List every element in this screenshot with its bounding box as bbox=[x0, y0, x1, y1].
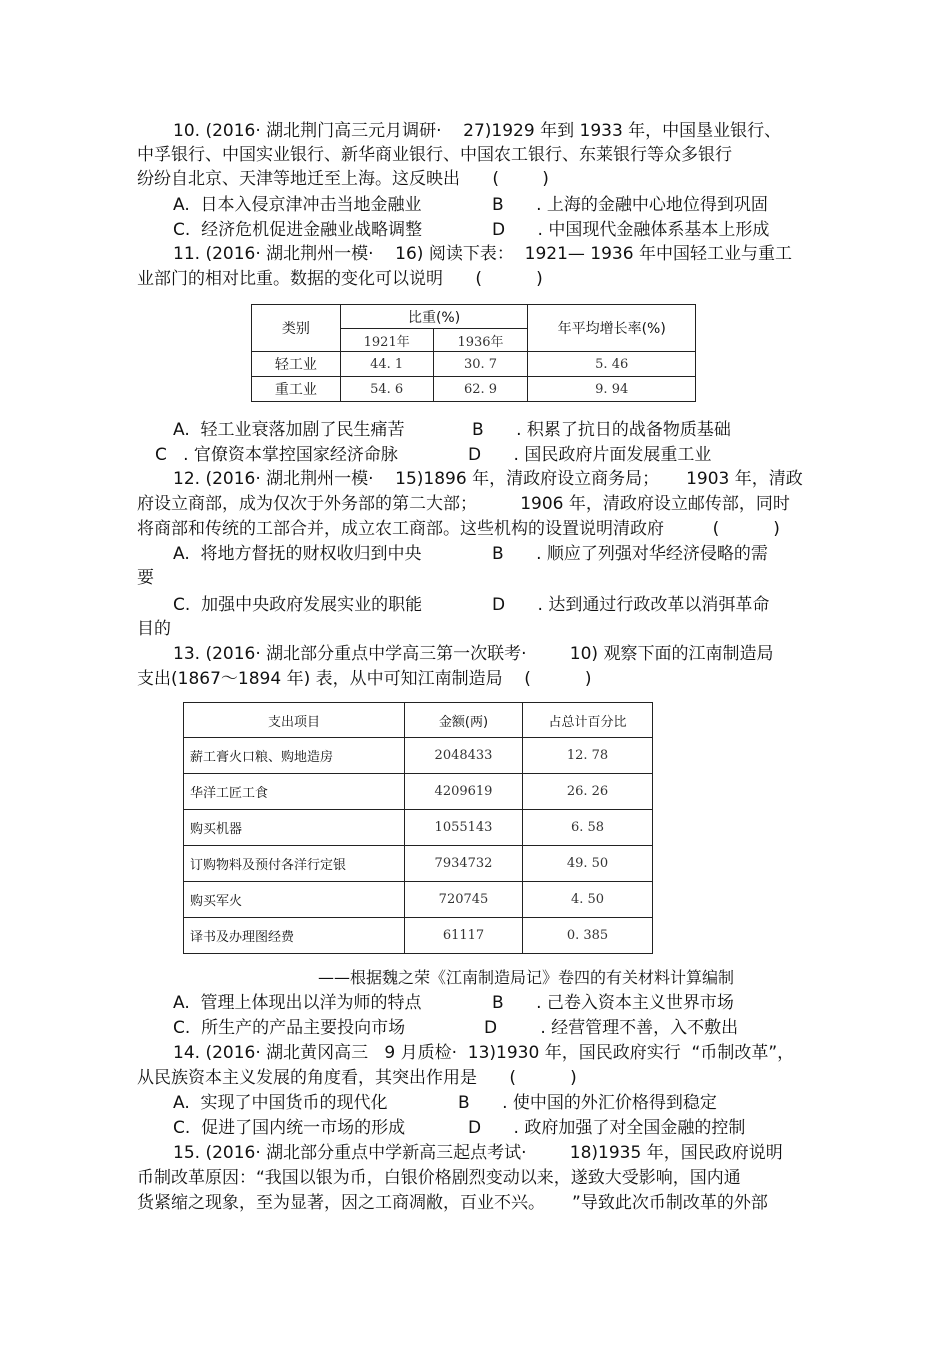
header-year-1921: 1921年 bbox=[340, 329, 433, 352]
table-row bbox=[184, 810, 653, 846]
q11-stem-line2: 业部门的相对比重。数据的变化可以说明 ( ) bbox=[137, 269, 543, 289]
table-row bbox=[252, 352, 696, 377]
q12-option-d-cont: 目的 bbox=[137, 619, 171, 639]
cell-category: 重工业 bbox=[252, 377, 341, 402]
cell-amount: 4209619 bbox=[405, 774, 523, 810]
cell-percentage: 12. 78 bbox=[523, 738, 653, 774]
q12-option-a: A. 将地方督抚的财权收归到中央 bbox=[173, 544, 422, 564]
cell-percentage: 26. 26 bbox=[523, 774, 653, 810]
q12-stem-line2: 府设立商部，成为仅次于外务部的第二大部； 1906 年，清政府设立邮传部，同时 bbox=[137, 494, 790, 514]
q14-option-a: A. 实现了中国货币的现代化 bbox=[173, 1093, 388, 1113]
q11-option-a: A. 轻工业衰落加剧了民生痛苦 bbox=[173, 420, 405, 440]
cell-item: 购买机器 bbox=[184, 810, 405, 846]
cell-item: 华洋工匠工食 bbox=[184, 774, 405, 810]
cell-percentage: 49. 50 bbox=[523, 846, 653, 882]
q12-option-b: B . 顺应了列强对华经济侵略的需 bbox=[492, 544, 768, 564]
q13-stem-line2: 支出(1867～1894 年) 表，从中可知江南制造局 ( ) bbox=[137, 669, 592, 689]
industry-ratio-table bbox=[251, 304, 696, 402]
cell-amount: 720745 bbox=[405, 882, 523, 918]
cell-item: 薪工膏火口粮、购地造房 bbox=[184, 738, 405, 774]
cell-item: 购买军火 bbox=[184, 882, 405, 918]
cell-growth-rate: 5. 46 bbox=[528, 352, 696, 377]
q14-stem-line1: 14. (2016· 湖北黄冈高三 9 月质检· 13)1930 年，国民政府实行 “币制改革”， bbox=[173, 1043, 795, 1063]
cell-ratio-1936: 30. 7 bbox=[433, 352, 528, 377]
q15-stem-line2: 币制改革原因：“我国以银为币，白银价格剧烈变动以来，遂致大受影响，国内通 bbox=[137, 1168, 741, 1188]
q10-option-b: B . 上海的金融中心地位得到巩固 bbox=[492, 195, 768, 215]
q11-option-c: C . 官僚资本掌控国家经济命脉 bbox=[155, 445, 398, 465]
q15-stem-line1: 15. (2016· 湖北部分重点中学新高三起点考试· 18)1935 年，国民政府说明 bbox=[173, 1143, 783, 1163]
q13-option-b: B . 己卷入资本主义世界市场 bbox=[492, 993, 734, 1013]
q14-option-c: C. 促进了国内统一市场的形成 bbox=[173, 1118, 406, 1138]
header-growth-rate: 年平均增长率(%) bbox=[528, 305, 696, 352]
q10-option-d: D . 中国现代金融体系基本上形成 bbox=[492, 220, 770, 240]
q10-option-a: A. 日本入侵京津冲击当地金融业 bbox=[173, 195, 422, 215]
header-year-1936: 1936年 bbox=[433, 329, 528, 352]
q13-stem-line1: 13. (2016· 湖北部分重点中学高三第一次联考· 10) 观察下面的江南制造局 bbox=[173, 644, 774, 664]
q12-option-b-cont: 要 bbox=[137, 568, 154, 588]
cell-amount: 2048433 bbox=[405, 738, 523, 774]
q12-option-d: D . 达到通过行政改革以消弭革命 bbox=[492, 595, 770, 615]
q14-stem-line2: 从民族资本主义发展的角度看，其突出作用是 ( ) bbox=[137, 1068, 577, 1088]
table-source-note: ——根据魏之荣《江南制造局记》卷四的有关材料计算编制 bbox=[318, 968, 735, 987]
cell-item: 译书及办理图经费 bbox=[184, 918, 405, 954]
q14-option-d: D . 政府加强了对全国金融的控制 bbox=[468, 1118, 746, 1138]
header-percentage: 占总计百分比 bbox=[523, 703, 653, 738]
cell-percentage: 4. 50 bbox=[523, 882, 653, 918]
cell-percentage: 6. 58 bbox=[523, 810, 653, 846]
cell-category: 轻工业 bbox=[252, 352, 341, 377]
q10-stem-line1: 10. (2016· 湖北荆门高三元月调研· 27)1929 年到 1933 年，中国垦业银行、 bbox=[173, 121, 782, 141]
table-row bbox=[252, 377, 696, 402]
q10-option-c: C. 经济危机促进金融业战略调整 bbox=[173, 220, 423, 240]
cell-ratio-1921: 54. 6 bbox=[340, 377, 433, 402]
q13-option-a: A. 管理上体现出以洋为师的特点 bbox=[173, 993, 422, 1013]
table-row bbox=[184, 774, 653, 810]
q12-stem-line3: 将商部和传统的工部合并，成立农工商部。这些机构的设置说明清政府 ( ) bbox=[137, 519, 780, 539]
q13-option-d: D . 经营管理不善，入不敷出 bbox=[484, 1018, 739, 1038]
cell-item: 订购物料及预付各洋行定银 bbox=[184, 846, 405, 882]
cell-amount: 1055143 bbox=[405, 810, 523, 846]
table-row bbox=[184, 738, 653, 774]
table-row bbox=[184, 918, 653, 954]
header-item: 支出项目 bbox=[184, 703, 405, 738]
q15-stem-line3: 货紧缩之现象，至为显著，因之工商凋敝，百业不兴。 ”导致此次币制改革的外部 bbox=[137, 1193, 768, 1213]
cell-amount: 61117 bbox=[405, 918, 523, 954]
q11-stem-line1: 11. (2016· 湖北荆州一模· 16) 阅读下表： 1921— 1936 年中国轻工业与重工 bbox=[173, 244, 792, 264]
q13-option-c: C. 所生产的产品主要投向市场 bbox=[173, 1018, 406, 1038]
header-ratio: 比重(%) bbox=[340, 305, 528, 329]
q10-stem-line2: 中孚银行、中国实业银行、新华商业银行、中国农工银行、东莱银行等众多银行 bbox=[137, 145, 732, 165]
cell-ratio-1921: 44. 1 bbox=[340, 352, 433, 377]
q11-option-b: B . 积累了抗日的战备物质基础 bbox=[472, 420, 731, 440]
q11-option-d: D . 国民政府片面发展重工业 bbox=[468, 445, 712, 465]
cell-ratio-1936: 62. 9 bbox=[433, 377, 528, 402]
header-category: 类别 bbox=[252, 305, 341, 352]
cell-growth-rate: 9. 94 bbox=[528, 377, 696, 402]
q12-option-c: C. 加强中央政府发展实业的职能 bbox=[173, 595, 423, 615]
q14-option-b: B . 使中国的外汇价格得到稳定 bbox=[458, 1093, 717, 1113]
q10-stem-line3: 纷纷自北京、天津等地迁至上海。这反映出 ( ) bbox=[137, 169, 549, 189]
cell-percentage: 0. 385 bbox=[523, 918, 653, 954]
header-amount: 金额(两) bbox=[405, 703, 523, 738]
table-row bbox=[184, 846, 653, 882]
cell-amount: 7934732 bbox=[405, 846, 523, 882]
q12-stem-line1: 12. (2016· 湖北荆州一模· 15)1896 年，清政府设立商务局； 1903 年，清政 bbox=[173, 469, 803, 489]
table-row bbox=[184, 882, 653, 918]
jiangnan-expenditure-table bbox=[183, 702, 653, 954]
